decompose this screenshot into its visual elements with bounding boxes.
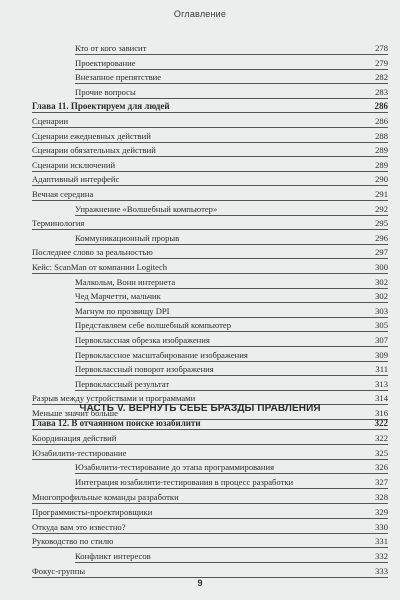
toc-entry-label: Внезапное препятствие	[75, 72, 162, 83]
toc-entry	[0, 43, 400, 55]
toc-entry-page: 329	[375, 506, 388, 517]
toc-entry-label: Представляем себе волшебный компьютер	[75, 320, 232, 331]
toc-entry	[0, 536, 400, 548]
toc-entry-label: Сценарии ежедневных действий	[32, 130, 151, 141]
toc-entry	[0, 233, 400, 245]
toc-entry-label: Фокус-группы	[32, 566, 86, 576]
toc-entry-page: 289	[375, 145, 388, 156]
toc-entry-label: Программисты-проектировщики	[32, 506, 153, 517]
toc-entry	[0, 189, 400, 201]
toc-entry-page: 333	[375, 566, 388, 576]
toc-entry	[0, 522, 400, 534]
toc-entry-label: Упражнение «Волшебный компьютер»	[75, 203, 218, 214]
toc-entry-label: Меньше значит больше	[32, 408, 118, 418]
toc-entry-page: 286	[375, 116, 388, 126]
toc-entry	[0, 247, 400, 259]
toc-entry-page: 309	[375, 349, 388, 360]
toc-entry	[0, 145, 400, 157]
toc-entry-label: Коммуникационный прорыв	[75, 232, 180, 243]
toc-rule	[75, 390, 388, 391]
toc-rule	[75, 69, 388, 70]
toc-rule	[75, 302, 388, 303]
toc-entry-page: 302	[375, 276, 388, 287]
toc-rule	[32, 112, 388, 113]
toc-entry	[0, 364, 400, 376]
toc-entry-label: Сценарии	[32, 116, 69, 126]
toc-entry-label: Интеграция юзабилити-тестирования в процесс разработки	[75, 477, 294, 488]
toc-rule	[75, 54, 388, 55]
toc-entry-label: Руководство по стилю	[32, 536, 114, 547]
toc-rule	[75, 361, 388, 362]
toc-rule	[32, 229, 388, 230]
toc-rule	[32, 429, 388, 430]
toc-entry	[0, 551, 400, 563]
toc-entry-label: Последнее слово за реальностью	[32, 247, 153, 258]
toc-entry	[0, 306, 400, 318]
toc-entry	[0, 433, 400, 445]
toc-entry	[0, 477, 400, 489]
toc-rule	[32, 156, 388, 157]
toc-entry	[0, 291, 400, 303]
toc-entry	[0, 462, 400, 474]
page-number: 9	[197, 578, 203, 588]
toc-rule	[32, 503, 388, 504]
toc-entry-page: 330	[375, 521, 388, 532]
toc-entry-label: Прочие вопросы	[75, 86, 136, 97]
toc-entry-page: 305	[375, 320, 388, 331]
toc-entry-page: 279	[375, 57, 388, 68]
toc-entry-page: 328	[375, 492, 388, 502]
toc-entry-label: Конфликт интересов	[75, 551, 151, 562]
toc-entry-page: 283	[375, 86, 388, 97]
toc-entry-label: Вечная середина	[32, 189, 94, 199]
toc-entry-label: Первоклассная обрезка изображения	[75, 335, 210, 345]
toc-entry	[0, 335, 400, 347]
toc-rule	[75, 375, 388, 376]
toc-entry-label: Малкольм, Вонн интернета	[75, 276, 176, 287]
toc-rule	[32, 518, 388, 519]
toc-entry	[0, 566, 400, 578]
toc-entry-page: 314	[375, 393, 388, 404]
part-title: ЧАСТЬ V. ВЕРНУТЬ СЕБЕ БРАЗДЫ ПРАВЛЕНИЯ	[79, 403, 321, 414]
toc-entry	[0, 174, 400, 186]
toc-entry-page: 300	[375, 262, 388, 272]
toc-rule	[75, 346, 388, 347]
toc-entry-page: 313	[375, 378, 388, 389]
toc-rule	[32, 258, 388, 259]
toc-entry-label: Многопрофильные команды разработки	[32, 492, 179, 502]
toc-entry-label: Магнум по прозвищу DPI	[75, 305, 170, 316]
toc-rule	[75, 317, 388, 318]
toc-entry	[0, 116, 400, 128]
toc-entry-page: 296	[375, 232, 388, 243]
toc-rule	[32, 200, 388, 201]
chapter-entry	[0, 418, 400, 430]
toc-entry	[0, 131, 400, 143]
toc-entry	[0, 448, 400, 460]
toc-entry-page: 297	[375, 247, 388, 258]
toc-entry-page: 288	[375, 130, 388, 141]
toc-rule	[75, 562, 388, 563]
toc-entry	[0, 507, 400, 519]
toc-entry-page: 289	[375, 159, 388, 170]
toc-entry-page: 325	[375, 447, 388, 458]
toc-entry-page: 327	[375, 477, 388, 488]
toc-entry-label: Юзабилити-тестирование до этапа программирования	[75, 462, 275, 473]
toc-entry-label: Чед Марчетти, мальчик	[75, 291, 161, 302]
toc-entry-label: Сценарии исключений	[32, 159, 116, 170]
toc-entry-page: 302	[375, 291, 388, 302]
toc-rule	[32, 127, 388, 128]
toc-rule	[75, 98, 388, 99]
toc-rule	[32, 171, 388, 172]
toc-entry-page: 307	[375, 335, 388, 345]
toc-rule	[32, 533, 388, 534]
toc-entry-page: 292	[375, 203, 388, 214]
toc-entry-page: 286	[374, 101, 388, 112]
toc-entry	[0, 379, 400, 391]
toc-entry-page: 332	[375, 551, 388, 562]
toc-entry-label: Юзабилити-тестирование	[32, 447, 127, 458]
toc-entry-page: 278	[375, 43, 388, 53]
toc-entry	[0, 204, 400, 216]
toc-entry-label: Адаптивный интерфейс	[32, 174, 120, 185]
toc-entry-page: 290	[375, 174, 388, 185]
toc-entry-label: Глава 11. Проектируем для людей	[32, 101, 170, 112]
toc-rule	[32, 547, 388, 548]
toc-entry	[0, 320, 400, 332]
toc-rule	[32, 273, 388, 274]
toc-entry-page: 282	[375, 72, 388, 83]
toc-rule	[75, 244, 388, 245]
toc-rule	[75, 83, 388, 84]
toc-entry-page: 316	[375, 408, 388, 418]
toc-rule	[32, 444, 388, 445]
toc-entry-page: 326	[375, 462, 388, 473]
toc-rule	[75, 288, 388, 289]
toc-entry-page: 331	[375, 536, 388, 547]
toc-rule	[75, 488, 388, 489]
toc-entry-page: 311	[375, 364, 388, 375]
toc-entry	[0, 277, 400, 289]
toc-entry	[0, 350, 400, 362]
toc-entry-page: 303	[375, 305, 388, 316]
toc-entry-label: Глава 12. В отчаянном поиске юзабилити	[32, 418, 201, 428]
toc-entry-label: Разрыв между устройствами и программами	[32, 393, 196, 404]
running-header: Оглавление	[173, 9, 227, 19]
toc-entry-page: 295	[375, 218, 388, 229]
toc-entry-label: Координация действий	[32, 432, 117, 443]
toc-entry	[0, 87, 400, 99]
toc-entry	[0, 58, 400, 70]
toc-entry	[0, 262, 400, 274]
toc-entry-label: Терминология	[32, 218, 85, 229]
toc-entry-label: Первоклассный результат	[75, 378, 170, 389]
toc-entry-label: Первоклассный поворот изображения	[75, 364, 214, 375]
toc-rule	[75, 215, 388, 216]
toc-entry-label: Откуда вам это известно?	[32, 521, 126, 532]
toc-entry-label: Проектирование	[75, 57, 136, 68]
toc-entry	[0, 218, 400, 230]
toc-entry-label: Первоклассное масштабирование изображения	[75, 349, 248, 360]
toc-entry-page: 322	[374, 418, 388, 428]
toc-entry-page: 322	[375, 432, 388, 443]
toc-entry-label: Сценарии обязательных действий	[32, 145, 156, 156]
toc-entry	[0, 160, 400, 172]
toc-rule	[32, 185, 388, 186]
toc-rule	[75, 473, 388, 474]
toc-entry-label: Кейс: ScanMan от компании Logitech	[32, 262, 168, 272]
toc-rule	[32, 142, 388, 143]
toc-entry-label: Кто от кого зависит	[75, 43, 147, 53]
chapter-entry	[0, 101, 400, 113]
toc-entry-page: 291	[375, 189, 388, 199]
toc-entry	[0, 492, 400, 504]
toc-rule	[32, 459, 388, 460]
toc-entry	[0, 72, 400, 84]
toc-rule	[75, 331, 388, 332]
